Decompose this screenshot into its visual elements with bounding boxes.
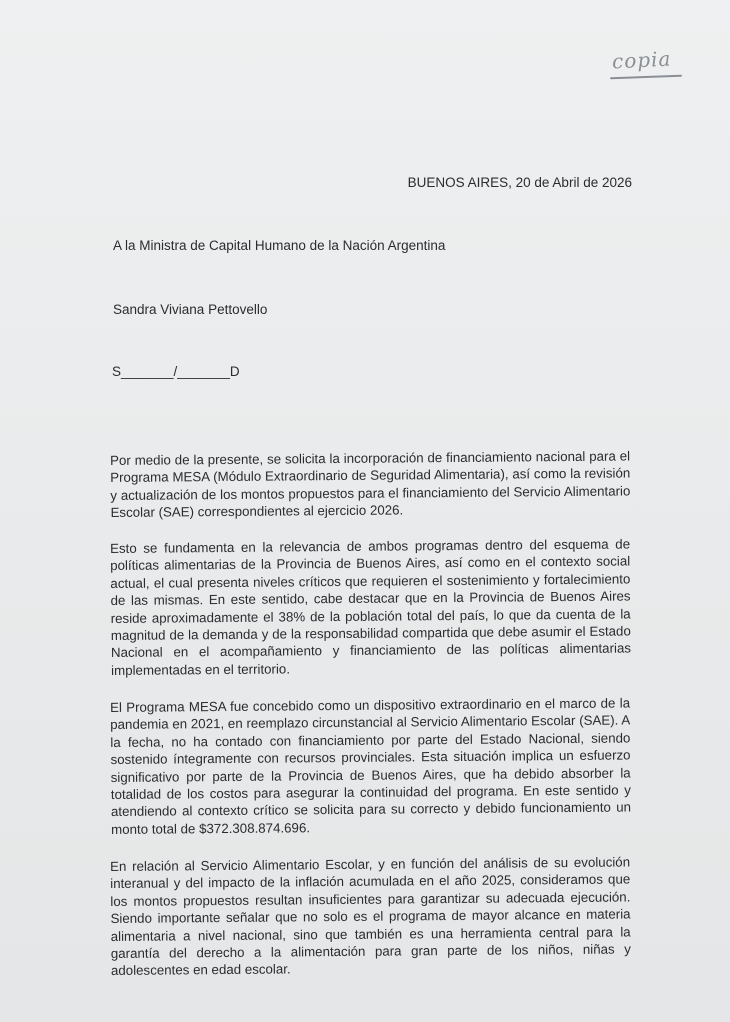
letter-date: BUENOS AIRES, 20 de Abril de 2026 <box>407 175 632 190</box>
copy-handwritten-text: copia <box>611 46 672 74</box>
salutation-sd: S_______/_______D <box>112 364 240 379</box>
paragraph-mesa-program: El Programa MESA fue concebido como un dispositivo extraordinario en el marco de la pandemia en 2021, en reemplazo circunstancial al Servicio Alimentario Escolar (SAE). A la fecha, no ha contado con financiamiento por parte del Estado Nacional, siendo sostenido íntegramente con recursos provinciales. Esta situación implica un esfuerzo significativo por parte de la Provincia de Buenos Aires, que ha debido absorber la totalidad de los costos para asegurar la continuidad del programa. En este sentido y atendiendo al contexto crítico se solicita para su correcto y debido funcionamiento un monto total de $372.308.874.696. <box>110 695 632 837</box>
letter-body <box>110 448 632 998</box>
paragraph-rationale: Esto se fundamenta en la relevancia de ambos programas dentro del esquema de políticas alimentarias de la Provincia de Buenos Aires, así como en el contexto social actual, el cual presenta niveles críticos que requieren el sostenimiento y fortalecimiento de las mismas. En este sentido, cabe destacar que en la Provincia de Buenos Aires reside aproximadamente el 38% de la población total del país, lo que da cuenta de la magnitud de la demanda y de la responsabilidad compartida que debe asumir el Estado Nacional en el acompañamiento y financiamiento de las políticas alimentarias implementadas en el territorio. <box>110 536 632 678</box>
letter-addressee: A la Ministra de Capital Humano de la Nación Argentina <box>113 238 446 253</box>
paragraph-request: Por medio de la presente, se solicita la incorporación de financiamiento nacional para el Programa MESA (Módulo Extraordinario de Seguridad Alimentaria), así como la revisión y actualización de los montos propuestos para el financiamiento del Servicio Alimentario Escolar (SAE) correspondientes al ejercicio 2026. <box>110 448 631 521</box>
copy-underline <box>610 75 682 80</box>
recipient-name: Sandra Viviana Pettovello <box>113 302 268 317</box>
copy-handwritten-mark <box>610 48 686 84</box>
paragraph-sae-program: En relación al Servicio Alimentario Escolar, y en función del análisis de su evolución interanual y del impacto de la inflación acumulada en el año 2025, consideramos que los montos propuestos resultan insuficientes para garantizar su adecuada ejecución. Siendo importante señalar que no solo es el programa de mayor alcance en materia alimentaria a nivel nacional, sino que también es una herramienta central para la garantía del derecho a la alimentación para gran parte de los niños, niñas y adolescentes en edad escolar. <box>110 854 631 979</box>
